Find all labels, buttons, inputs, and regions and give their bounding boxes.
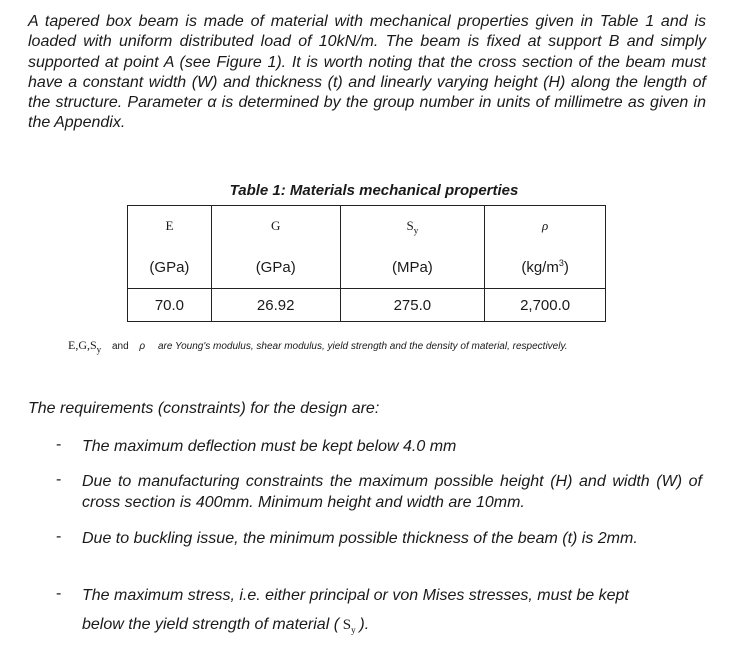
table-value-row bbox=[128, 289, 606, 322]
header-cell-rho bbox=[485, 206, 606, 289]
table-note bbox=[68, 338, 567, 354]
table-header-row bbox=[128, 206, 606, 289]
value-sy: 275.0 bbox=[340, 289, 485, 322]
requirement-text: Due to buckling issue, the minimum possible thickness of the beam (t) is 2mm. bbox=[82, 530, 638, 547]
header-cell-sy bbox=[340, 206, 485, 289]
intro-paragraph: A tapered box beam is made of material with mechanical properties given in Table 1 and is loaded with uniform distributed load of 10kN/m. The beam is fixed at support B and simply supported at point A (see Figure 1). It is worth noting that the cross section of the beam must have a constant width (W) and thickness (t) and linearly varying height (H) along the length of the structure. Parameter α is determined by the group number in units of millimetre as given in the Appendix. bbox=[28, 13, 706, 132]
note-text: are Young's modulus, shear modulus, yield strength and the density of material, respectively. bbox=[157, 341, 568, 352]
unit-sy: (MPa) bbox=[391, 259, 433, 277]
requirement-line-1: The maximum stress, i.e. either principal or von Mises stresses, must be kept bbox=[82, 587, 629, 604]
table-title: Table 1: Materials mechanical properties bbox=[229, 182, 519, 199]
symbol-g: G bbox=[271, 218, 281, 234]
header-cell-e bbox=[128, 206, 212, 289]
requirements-heading: The requirements (constraints) for the design are: bbox=[28, 400, 380, 417]
requirement-line-2: below the yield strength of material ( $S_y$ ). bbox=[82, 616, 370, 635]
bullet-dash: - bbox=[56, 585, 62, 602]
material-properties-table bbox=[127, 205, 606, 322]
bullet-dash: - bbox=[56, 471, 62, 488]
requirement-text bbox=[82, 585, 702, 641]
symbol-rho: ρ bbox=[541, 218, 549, 233]
unit-rho: $(kg/m^3)$ bbox=[521, 258, 569, 276]
bullet-dash: - bbox=[56, 436, 62, 453]
bullet-dash: - bbox=[56, 528, 62, 545]
value-rho: 2,700.0 bbox=[485, 289, 606, 322]
unit-g: (GPa) bbox=[255, 258, 296, 276]
value-e: 70.0 bbox=[128, 289, 212, 322]
symbol-sy: $S_y$ bbox=[406, 217, 419, 236]
note-and: and bbox=[111, 341, 129, 352]
symbol-sy-inline: $S_y$ bbox=[342, 617, 356, 635]
requirement-text: Due to manufacturing constraints the maximum possible height (H) and width (W) of cross section is 400mm. Minimum height and width are 10mm. bbox=[82, 473, 702, 511]
requirement-text: The maximum deflection must be kept below 4.0 mm bbox=[82, 438, 457, 455]
note-symbols: $E,G,S_y$ bbox=[68, 338, 102, 355]
header-cell-g bbox=[211, 206, 340, 289]
value-g: 26.92 bbox=[211, 289, 340, 322]
note-rho: ρ bbox=[139, 341, 146, 352]
unit-e: (GPa) bbox=[149, 258, 190, 276]
symbol-e: E bbox=[165, 218, 174, 234]
